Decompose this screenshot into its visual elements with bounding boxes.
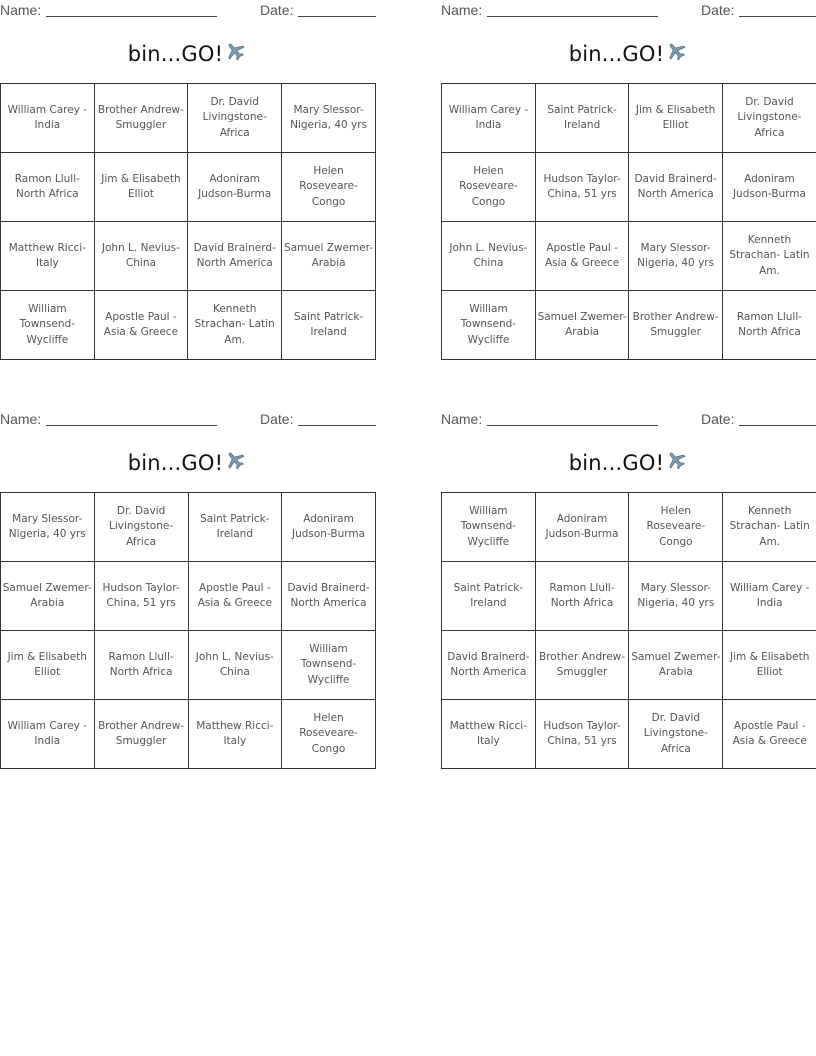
bingo-cell: William Townsend-Wycliffe — [442, 493, 536, 562]
bingo-cell: William Carey - India — [723, 562, 816, 631]
bingo-cell: Hudson Taylor-China, 51 yrs — [535, 153, 628, 222]
bingo-cell: Dr. David Livingstone-Africa — [722, 84, 816, 153]
bingo-cell: William Carey - India — [442, 84, 536, 153]
bingo-grid — [441, 83, 816, 360]
bingo-cell: Apostle Paul - Asia & Greece — [188, 562, 281, 631]
bingo-cell: Brother Andrew-Smuggler — [94, 700, 188, 769]
bingo-cell: Kenneth Strachan- Latin Am. — [722, 222, 816, 291]
bingo-cell: Samuel Zwemer-Arabia — [1, 562, 95, 631]
title-text: bin...GO! — [568, 451, 665, 475]
bingo-cell: Ramon Llull-North Africa — [94, 631, 188, 700]
bingo-grid — [0, 492, 376, 769]
date-blank — [298, 425, 376, 426]
bingo-cell: Mary Slessor-Nigeria, 40 yrs — [1, 493, 95, 562]
bingo-cell: Ramon Llull-North Africa — [722, 291, 816, 360]
card-header — [0, 409, 376, 429]
bingo-cell: Mary Slessor-Nigeria, 40 yrs — [629, 562, 723, 631]
bingo-card-2 — [441, 0, 816, 365]
airplane-icon — [224, 41, 246, 66]
bingo-cell: Hudson Taylor-China, 51 yrs — [535, 700, 629, 769]
bingo-cell: Saint Patrick-Ireland — [282, 291, 376, 360]
bingo-grid — [0, 83, 376, 360]
bingo-cell: Dr. David Livingstone-Africa — [94, 493, 188, 562]
bingo-cell: Jim & Elisabeth Elliot — [723, 631, 816, 700]
bingo-cell: William Townsend-Wycliffe — [1, 291, 95, 360]
bingo-cell: Matthew Ricci-Italy — [188, 700, 281, 769]
date-blank — [739, 425, 816, 426]
name-blank — [487, 425, 658, 426]
bingo-cell: Helen Roseveare-Congo — [629, 493, 723, 562]
name-label: Name: — [441, 411, 483, 427]
bingo-cell: Mary Slessor-Nigeria, 40 yrs — [629, 222, 723, 291]
bingo-cell: Kenneth Strachan- Latin Am. — [723, 493, 816, 562]
bingo-cell: David Brainerd-North America — [629, 153, 723, 222]
name-label: Name: — [441, 2, 483, 18]
bingo-cell: Adoniram Judson-Burma — [282, 493, 376, 562]
date-label: Date: — [701, 2, 735, 18]
title-text: bin...GO! — [127, 451, 224, 475]
bingo-cell: David Brainerd-North America — [282, 562, 376, 631]
bingo-cell: Dr. David Livingstone-Africa — [188, 84, 282, 153]
card-header — [0, 0, 376, 20]
bingo-cell: Saint Patrick-Ireland — [188, 493, 281, 562]
bingo-cell: David Brainerd-North America — [188, 222, 282, 291]
date-label: Date: — [701, 411, 735, 427]
date-blank — [739, 16, 816, 17]
bingo-cell: Samuel Zwemer-Arabia — [629, 631, 723, 700]
bingo-cell: Jim & Elisabeth Elliot — [1, 631, 95, 700]
name-blank — [487, 16, 658, 17]
bingo-cell: Saint Patrick-Ireland — [535, 84, 628, 153]
bingo-cell: Hudson Taylor-China, 51 yrs — [94, 562, 188, 631]
bingo-cell: Ramon Llull-North Africa — [1, 153, 95, 222]
bingo-cell: Jim & Elisabeth Elliot — [94, 153, 188, 222]
bingo-cell: Adoniram Judson-Burma — [535, 493, 629, 562]
card-header — [441, 0, 816, 20]
bingo-cell: Helen Roseveare-Congo — [282, 153, 376, 222]
bingo-cell: Adoniram Judson-Burma — [188, 153, 282, 222]
bingo-cell: Apostle Paul - Asia & Greece — [94, 291, 188, 360]
airplane-icon — [224, 450, 246, 475]
title-text: bin...GO! — [127, 42, 224, 66]
name-label: Name: — [0, 411, 42, 427]
card-title — [0, 450, 374, 475]
bingo-card-1 — [0, 0, 376, 365]
bingo-card-4 — [441, 409, 816, 774]
name-label: Name: — [0, 2, 42, 18]
bingo-cell: John L. Nevius-China — [188, 631, 281, 700]
bingo-cell: Kenneth Strachan- Latin Am. — [188, 291, 282, 360]
card-title — [441, 450, 815, 475]
bingo-grid — [441, 492, 816, 769]
name-blank — [46, 16, 217, 17]
bingo-cell: Ramon Llull-North Africa — [535, 562, 629, 631]
card-title — [441, 41, 815, 66]
bingo-cell: Saint Patrick-Ireland — [442, 562, 536, 631]
date-label: Date: — [260, 411, 294, 427]
bingo-cell: Helen Roseveare-Congo — [282, 700, 376, 769]
bingo-cell: William Townsend-Wycliffe — [442, 291, 536, 360]
bingo-cell: Samuel Zwemer-Arabia — [282, 222, 376, 291]
bingo-cell: Matthew Ricci-Italy — [442, 700, 536, 769]
bingo-cell: Mary Slessor-Nigeria, 40 yrs — [282, 84, 376, 153]
card-header — [441, 409, 816, 429]
airplane-icon — [665, 41, 687, 66]
bingo-cell: William Townsend-Wycliffe — [282, 631, 376, 700]
bingo-cell: Brother Andrew-Smuggler — [629, 291, 723, 360]
bingo-cell: Adoniram Judson-Burma — [722, 153, 816, 222]
bingo-cell: William Carey - India — [1, 700, 95, 769]
bingo-cell: David Brainerd-North America — [442, 631, 536, 700]
bingo-cell: Dr. David Livingstone-Africa — [629, 700, 723, 769]
bingo-cell: Apostle Paul - Asia & Greece — [535, 222, 628, 291]
bingo-cell: Apostle Paul - Asia & Greece — [723, 700, 816, 769]
bingo-cell: Helen Roseveare-Congo — [442, 153, 536, 222]
bingo-cell: Brother Andrew-Smuggler — [535, 631, 629, 700]
card-title — [0, 41, 374, 66]
bingo-cell: Samuel Zwemer-Arabia — [535, 291, 628, 360]
bingo-cell: Jim & Elisabeth Elliot — [629, 84, 723, 153]
airplane-icon — [665, 450, 687, 475]
bingo-card-3 — [0, 409, 376, 774]
bingo-cell: Matthew Ricci-Italy — [1, 222, 95, 291]
date-blank — [298, 16, 376, 17]
name-blank — [46, 425, 217, 426]
bingo-cell: John L. Nevius-China — [442, 222, 536, 291]
bingo-cell: John L. Nevius-China — [94, 222, 188, 291]
bingo-cell: Brother Andrew-Smuggler — [94, 84, 188, 153]
bingo-cell: William Carey - India — [1, 84, 95, 153]
title-text: bin...GO! — [568, 42, 665, 66]
date-label: Date: — [260, 2, 294, 18]
